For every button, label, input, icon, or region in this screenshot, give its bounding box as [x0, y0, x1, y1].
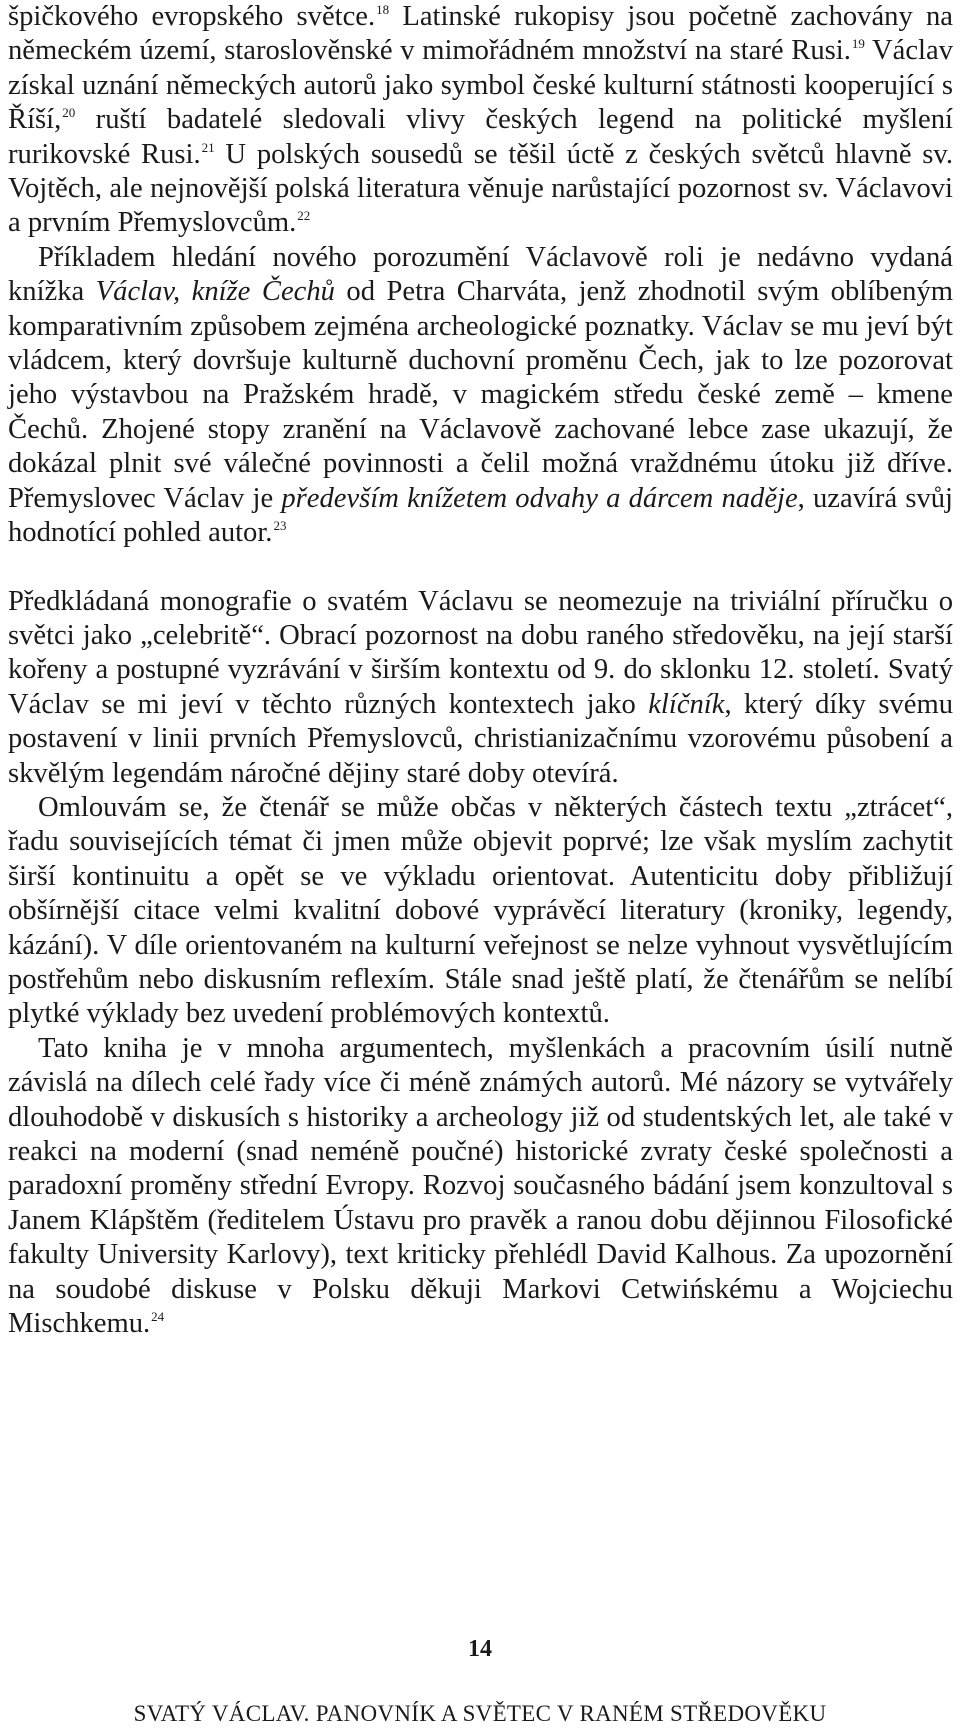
- text-run: , uzavírá svůj hodnotící pohled autor.: [8, 482, 954, 549]
- text-run: Latinské rukopisy jsou početně zachovány na německém území, staroslověnské v mimořádném množství na staré Rusi.: [8, 1, 953, 67]
- body-text: [8, 0, 953, 1341]
- footnote-reference[interactable]: 20: [62, 105, 76, 121]
- text-run: Omlouvám se, že čtenář se může občas v některých částech textu „ztrácet“, řadu souvisejících témat či jmen může objevit poprvé; lze však myslím zachytit širší kontinuitu a opět se ve výkladu orientovat. Autenticitu doby přibližují obšírnější citace velmi kvalitní dobové vyprávěcí literatury (kroniky, legendy, kázání). V díle orientovaném na kulturní veřejnost se nelze vyhnout vysvětlujícím postřehům nebo diskusním reflexím. Stále snad ještě platí, že čtenářům se nelíbí plytké výklady bez uvedení problémových kontextů.: [8, 791, 953, 1030]
- italic-text: Václav, kníže Čechů: [95, 276, 335, 308]
- italic-text: především knížetem odvahy a dárcem naděje: [281, 482, 798, 514]
- text-run: Václav získal uznání německých autorů jako symbol české kulturní státnosti kooperující s Říší,: [8, 35, 953, 136]
- footnote-reference[interactable]: 21: [201, 139, 215, 155]
- footnote-reference[interactable]: 18: [376, 2, 390, 17]
- page-body: [8, 0, 953, 1341]
- paragraph: [8, 585, 953, 791]
- text-run: Tato kniha je v mnoha argumentech, myšlenkách a pracovním úsilí nutně závislá na dílech celé řady více či méně známých autorů. Mé názory se vytvářely dlouhodobě v diskusích s historiky a archeology již od studentských let, ale také v reakci na moderní (snad neméně poučné) historické zvraty české společnosti a paradoxní proměny střední Evropy. Rozvoj současného bádání jsem konzultoval s Janem Klápštěm (ředitelem Ústavu pro pravěk a ranou dobu dějinnou Filosofické fakulty University Karlovy), text kriticky přehlédl David Kalhous. Za upozornění na soudobé diskuse v Polsku děkuji Markovi Cetwińskému a Wojciechu Mischkemu.: [8, 1032, 953, 1340]
- text-run: Předkládaná monografie o svatém Václavu se neomezuje na triviální příručku o světci jako „celebritě“. Obrací pozornost na dobu raného středověku, na její starší kořeny a postupné vyzrávání v širším kontextu od 9. do sklonku 12. století. Svatý Václav se mi jeví v těchto různých kontextech jako: [8, 585, 953, 720]
- footnote-reference[interactable]: 19: [851, 36, 865, 52]
- text-run: špičkového evropského světce.: [8, 1, 376, 32]
- running-footer-title: SVATÝ VÁCLAV. PANOVNÍK A SVĚTEC V RANÉM STŘEDOVĚKU: [133, 1701, 827, 1726]
- italic-text: klíčník: [648, 688, 725, 720]
- page-number: 14: [468, 1636, 492, 1662]
- paragraph: [8, 791, 953, 1032]
- footnote-reference[interactable]: 22: [297, 208, 311, 224]
- text-run: ruští badatelé sledovali vlivy českých legend na politické myšlení rurikovské Rusi.: [8, 104, 953, 170]
- text-run: od Petra Charváta, jenž zhodnotil svým oblíbeným komparativním způsobem zejména archeologické poznatky. Václav se mu jeví být vládcem, který dovršuje kulturně duchovní proměnu Čech, jak to lze pozorovat jeho výstavbou na Pražském hradě, v magickém středu české země – kmene Čechů. Zhojené stopy zranění na Václavově zachované lebce zase ukazují, že dokázal plnit své válečné povinnosti a čelil možná vraždnému útoku již dříve. Přemyslovec Václav je: [8, 276, 953, 514]
- footnote-reference[interactable]: 23: [273, 518, 287, 534]
- paragraph: [8, 241, 953, 551]
- footnote-reference[interactable]: 24: [151, 1309, 165, 1325]
- text-run: , který díky svému postavení v linii prvních Přemyslovců, christianizačnímu vzorovému působení a skvělým legendám náročné dějiny staré doby otevírá.: [8, 688, 953, 789]
- paragraph: [8, 0, 953, 241]
- paragraph: [8, 1032, 953, 1342]
- text-run: Příkladem hledání nového porozumění Václavově roli je nedávno vydaná knížka: [8, 241, 953, 308]
- text-run: U polských sousedů se těšil úctě z českých světců hlavně sv. Vojtěch, ale nejnovější polská literatura věnuje narůstající pozornost sv. Václavovi a prvním Přemyslovcům.: [8, 138, 953, 239]
